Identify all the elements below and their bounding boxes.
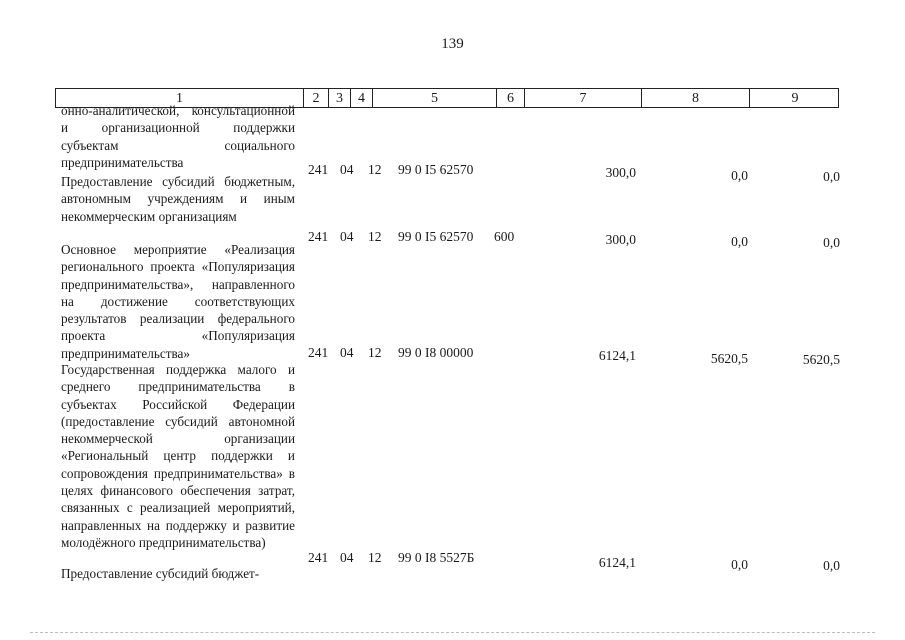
header-col-4: 4 <box>350 89 372 107</box>
header-col-2: 2 <box>303 89 328 107</box>
row-4-description: Государственная поддержка малого и среднего предпринимательства в субъектах Российской Федерации (предоставление субсидий автономной некоммерческой организации «Региональный центр поддержки и сопровождения предпринимательства» в целях финансового обеспечения затрат, связанных с реализацией мероприятий, направленных на поддержку и развитие молодёжного предпринимательства) <box>61 362 295 550</box>
page-bottom-scan-line <box>30 632 875 633</box>
row-2-rz: 04 <box>340 229 354 244</box>
header-col-3: 3 <box>328 89 350 107</box>
row-1-col9: 0,0 <box>823 169 840 184</box>
row-1-grbs: 241 <box>308 162 329 177</box>
row-1-col7: 300,0 <box>605 165 636 180</box>
row-1-rz: 04 <box>340 162 354 177</box>
row-2-vr: 600 <box>494 229 515 244</box>
row-3-col9: 5620,5 <box>802 352 840 367</box>
page-number: 139 <box>441 36 464 52</box>
row-2-grbs: 241 <box>308 229 329 244</box>
row-2-col8: 0,0 <box>731 234 748 249</box>
row-4-rz: 04 <box>340 550 354 565</box>
row-2-col9: 0,0 <box>823 235 840 250</box>
row-3-col8: 5620,5 <box>710 351 748 366</box>
row-3-col7: 6124,1 <box>598 348 636 363</box>
row-2-csr: 99 0 I5 62570 <box>398 229 474 244</box>
row-2-description: Предоставление субсидий бюджетным, автономным учреждениям и иным некоммерческим организациям <box>61 174 295 224</box>
header-col-9: 9 <box>749 89 840 107</box>
header-col-7: 7 <box>524 89 641 107</box>
header-col-5: 5 <box>372 89 496 107</box>
row-4-col9: 0,0 <box>823 558 840 573</box>
row-4-pr: 12 <box>368 550 382 565</box>
row-4-col7: 6124,1 <box>598 555 636 570</box>
row-1-description: онно-аналитической, консультационной и организационной поддержки субъектам социального предпринимательства <box>61 103 295 170</box>
header-col-8: 8 <box>641 89 749 107</box>
row-4-csr: 99 0 I8 5527Б <box>398 550 475 565</box>
row-2-col7: 300,0 <box>605 232 636 247</box>
row-1-pr: 12 <box>368 162 382 177</box>
row-1-col8: 0,0 <box>731 168 748 183</box>
row-4-grbs: 241 <box>308 550 329 565</box>
row-3-pr: 12 <box>368 345 382 360</box>
row-3-grbs: 241 <box>308 345 329 360</box>
row-3-description: Основное мероприятие «Реализация регионального проекта «Популяризация предпринимательства», направленного на достижение соответствующих результатов реализации федерального проекта «Популяризация предпринимательства» <box>61 242 295 361</box>
row-1-csr: 99 0 I5 62570 <box>398 162 474 177</box>
row-2-pr: 12 <box>368 229 382 244</box>
header-col-6: 6 <box>496 89 524 107</box>
row-3-rz: 04 <box>340 345 354 360</box>
header-col-1: 1 <box>176 91 183 106</box>
row-3-csr: 99 0 I8 00000 <box>398 345 474 360</box>
row-4-col8: 0,0 <box>731 557 748 572</box>
row-5-description: Предоставление субсидий бюджет- <box>61 566 260 581</box>
